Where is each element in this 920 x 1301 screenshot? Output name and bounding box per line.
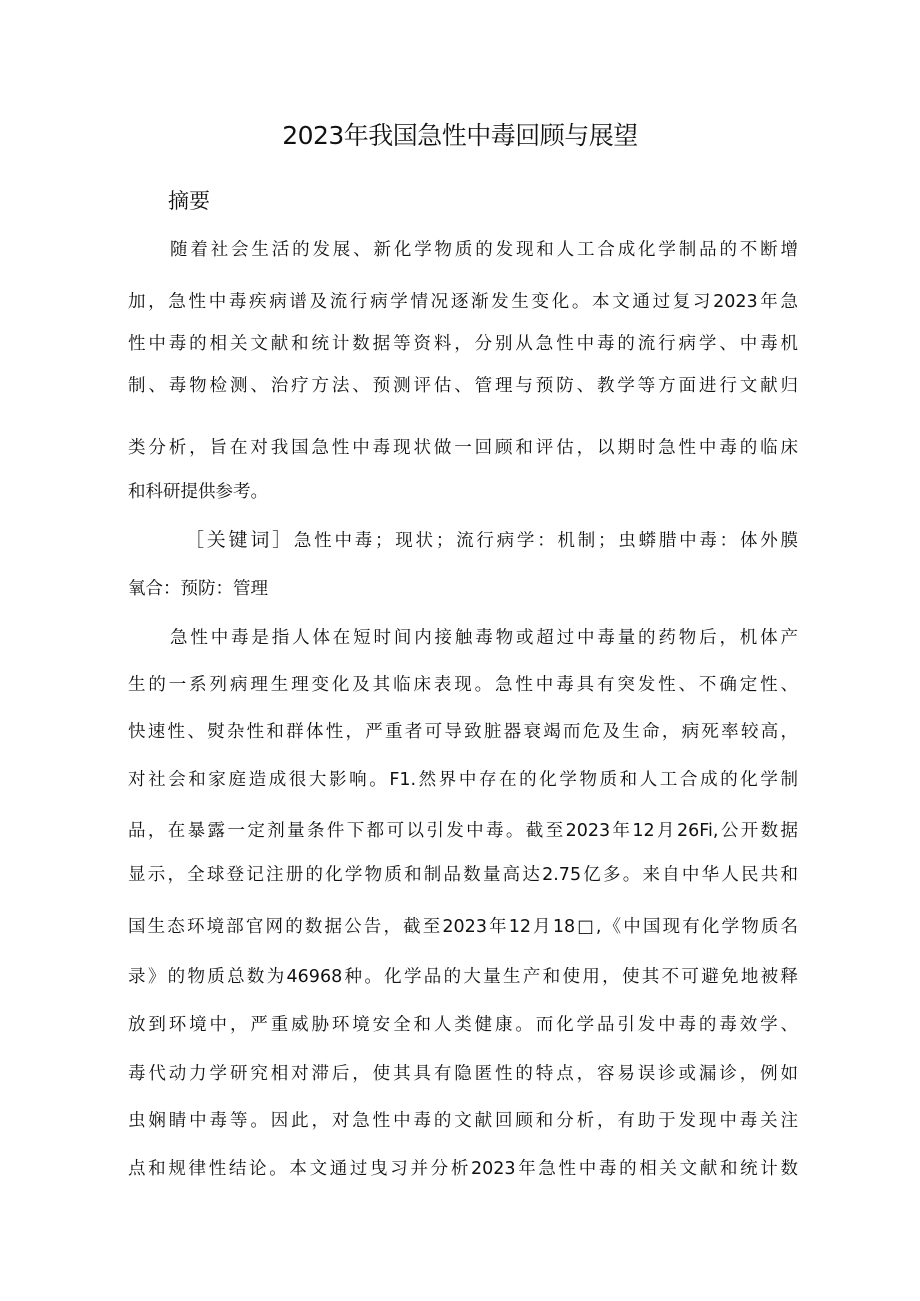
abstract-line: 性中毒的相关文献和统计数据等资料，分别从急性中毒的流行病学、中毒机 bbox=[128, 334, 798, 354]
keywords-line: 氧合：预防：管理 bbox=[128, 579, 268, 599]
keywords-text: 急性中毒；现状；流行病学：机制；虫蟒腊中毒：体外膜 bbox=[293, 531, 798, 551]
body-line: 录》的物质总数为46968种。化学品的大量生产和使用，使其不可避免地被释 bbox=[128, 967, 798, 987]
body-line: 品，在暴露一定剂量条件下都可以引发中毒。截至2023年12月26Fi,公开数据 bbox=[128, 821, 798, 841]
body-line: 显示，全球登记注册的化学物质和制品数量高达2.75亿多。来自中华人民共和 bbox=[128, 865, 798, 885]
abstract-heading: 摘要 bbox=[168, 189, 210, 213]
abstract-line: 类分析，旨在对我国急性中毒现状做一回顾和评估，以期时急性中毒的临床 bbox=[128, 438, 798, 458]
body-line: 快速性、熨杂性和群体性，严重者可导致脏器衰竭而危及生命，病死率较高， bbox=[128, 722, 798, 742]
keywords-line bbox=[185, 523, 798, 557]
abstract-line: 随着社会生活的发展、新化学物质的发现和人工合成化学制品的不断增 bbox=[170, 240, 798, 260]
body-line: 毒代动力学研究相对滞后，使其具有隐匿性的特点，容易误诊或漏诊，例如 bbox=[128, 1064, 798, 1084]
body-line: 国生态环境部官网的数据公告，截至2023年12月18□,《中国现有化学物质名 bbox=[128, 917, 798, 937]
body-line: 点和规律性结论。本文通过曳习并分析2023年急性中毒的相关文献和统计数 bbox=[128, 1159, 798, 1179]
abstract-line: 制、毒物检测、治疗方法、预测评估、管理与预防、教学等方面进行文献归 bbox=[128, 376, 798, 396]
body-line: 对社会和家庭造成很大影响。F1.然界中存在的化学物质和人工合成的化学制 bbox=[128, 770, 798, 790]
document-title: 2023年我国急性中毒回顾与展望 bbox=[282, 121, 638, 150]
abstract-line: 加，急性中毒疾病谱及流行病学情况逐渐发生变化。本文通过复习2023年急 bbox=[128, 292, 798, 312]
abstract-line: 和科研提供参考。 bbox=[128, 482, 268, 502]
body-line: 生的一系列病理生理变化及其临床表现。急性中毒具有突发性、不确定性、 bbox=[128, 675, 798, 695]
body-line: 虫娴睛中毒等。因此，对急性中毒的文献回顾和分析，有助于发现中毒关注 bbox=[128, 1111, 798, 1131]
keywords-label: ［关键词］ bbox=[185, 529, 294, 551]
body-line: 急性中毒是指人体在短时间内接触毒物或超过中毒量的药物后，机体产 bbox=[170, 628, 798, 648]
body-line: 放到环境中，严重威胁环境安全和人类健康。而化学品引发中毒的毒效学、 bbox=[128, 1015, 798, 1035]
